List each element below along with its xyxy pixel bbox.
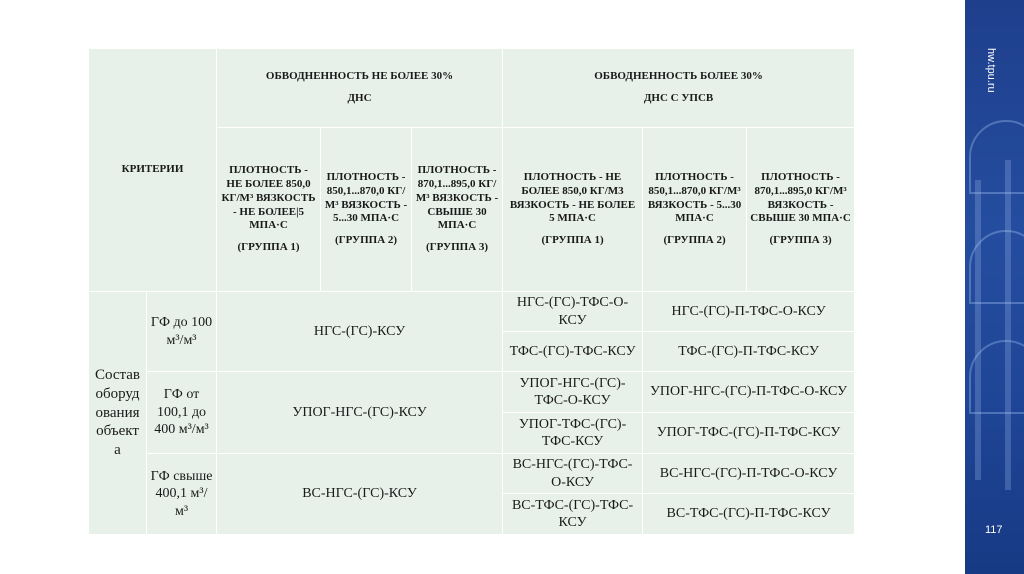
column-decoration: [1005, 160, 1011, 490]
scheme-cell: УПОГ-ТФС-(ГС)-ТФС-КСУ: [503, 413, 643, 454]
scheme-cell: УПОГ-НГС-(ГС)-ТФС-О-КСУ: [503, 372, 643, 413]
left-scheme-cell: НГС-(ГС)-КСУ: [217, 292, 503, 372]
scheme-cell: НГС-(ГС)-П-ТФС-О-КСУ: [643, 292, 855, 332]
scheme-cell: ВС-ТФС-(ГС)-П-ТФС-КСУ: [643, 494, 855, 535]
subheader-text: ПЛОТНОСТЬ - 850,1...870,0 КГ/М³ ВЯЗКОСТЬ - 5...30 МПА·С: [647, 171, 742, 225]
scheme-cell: ВС-НГС-(ГС)-П-ТФС-О-КСУ: [643, 454, 855, 494]
subheader-cell: [503, 128, 643, 292]
scheme-cell: ВС-ТФС-(ГС)-ТФС-КСУ: [503, 494, 643, 535]
right-group-header: [503, 49, 855, 128]
page-number: 117: [985, 524, 1003, 536]
subheader-group: (ГРУППА 2): [663, 234, 726, 247]
subheader-group: (ГРУППА 3): [769, 234, 832, 247]
gf-cell: ГФ свыше 400,1 м³/м³: [147, 454, 217, 535]
scheme-cell: УПОГ-НГС-(ГС)-П-ТФС-О-КСУ: [643, 372, 855, 413]
subheader-group: (ГРУППА 3): [425, 241, 489, 253]
subheader-group: (ГРУППА 2): [334, 234, 398, 247]
subheader-text: ПЛОТНОСТЬ - НЕ БОЛЕЕ 850,0 КГ/М³ ВЯЗКОСТЬ - НЕ БОЛЕЕ|5 МПА·С: [221, 164, 316, 232]
subheader-text: ПЛОТНОСТЬ - 850,1...870,0 КГ/М³ ВЯЗКОСТЬ - 5...30 МПА·С: [324, 171, 408, 225]
left-group-header: [217, 49, 503, 128]
subheader-text: ПЛОТНОСТЬ - НЕ БОЛЕЕ 850,0 КГ/М3 ВЯЗКОСТЬ - НЕ БОЛЕЕ 5 МПА·С: [509, 171, 636, 225]
column-decoration: [975, 180, 981, 480]
subheader-cell: [412, 128, 503, 292]
scheme-cell: ТФС-(ГС)-ТФС-КСУ: [503, 332, 643, 372]
left-scheme-cell: ВС-НГС-(ГС)-КСУ: [217, 454, 503, 535]
right-group-subtitle: ДНС С УПСВ: [643, 92, 714, 104]
left-scheme-cell: УПОГ-НГС-(ГС)-КСУ: [217, 372, 503, 454]
row-label: Состав оборуд ования объект а: [89, 292, 147, 535]
gf-cell: ГФ от 100,1 до 400 м³/м³: [147, 372, 217, 454]
scheme-cell: ВС-НГС-(ГС)-ТФС-О-КСУ: [503, 454, 643, 494]
subheader-cell: [643, 128, 747, 292]
scheme-cell: НГС-(ГС)-ТФС-О-КСУ: [503, 292, 643, 332]
subheader-cell: [747, 128, 855, 292]
scheme-cell: ТФС-(ГС)-П-ТФС-КСУ: [643, 332, 855, 372]
scheme-cell: УПОГ-ТФС-(ГС)-П-ТФС-КСУ: [643, 413, 855, 454]
criteria-header: КРИТЕРИИ: [89, 49, 217, 292]
subheader-group: (ГРУППА 1): [541, 234, 604, 247]
criteria-table: [88, 48, 855, 535]
subheader-cell: [321, 128, 412, 292]
right-group-title: ОБВОДНЕННОСТЬ БОЛЕЕ 30%: [594, 70, 763, 83]
left-group-subtitle: ДНС: [347, 92, 372, 104]
gf-cell: ГФ до 100 м³/м³: [147, 292, 217, 372]
left-group-title: ОБВОДНЕННОСТЬ НЕ БОЛЕЕ 30%: [265, 70, 454, 83]
subheader-group: (ГРУППА 1): [237, 241, 300, 253]
subheader-text: ПЛОТНОСТЬ - 870,1...895,0 КГ/М³ ВЯЗКОСТЬ - СВЫШЕ 30 МПА·С: [750, 171, 851, 225]
site-label: hw.tpu.ru: [985, 48, 997, 93]
subheader-text: ПЛОТНОСТЬ - 870,1...895,0 КГ/М³ ВЯЗКОСТЬ - СВЫШЕ 30 МПА·С: [415, 164, 499, 232]
subheader-cell: [217, 128, 321, 292]
